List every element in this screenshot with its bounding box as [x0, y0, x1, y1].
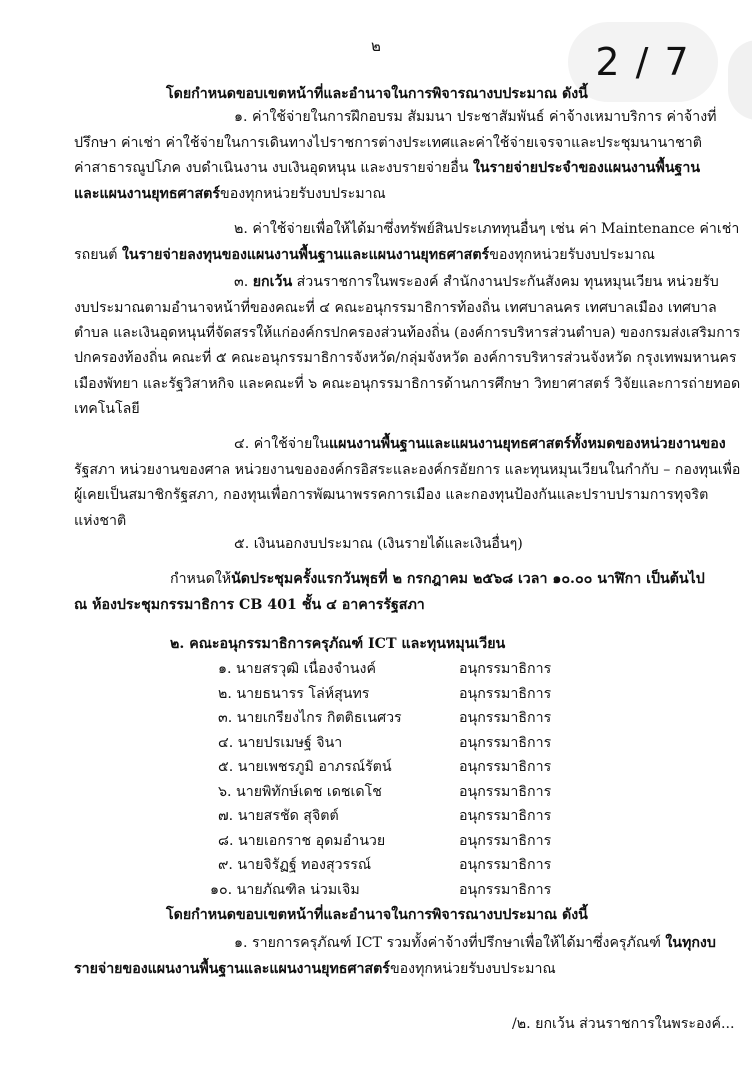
page-counter: 2 / 7 [568, 22, 718, 102]
scope2-heading: โดยกำหนดขอบเขตหน้าที่และอำนาจในการพิจารณางบประมาณ ดังนี้ [166, 907, 588, 923]
scope-item-2-line-2: รถยนต์ ในรายจ่ายลงทุนของแผนงานพื้นฐานและแผนงานยุทธศาสตร์ของทุกหน่วยรับงบประมาณ [74, 247, 655, 263]
member-name: ๒. นายธนารร โล่ห์สุนทร [218, 686, 370, 702]
member-name: ๗. นายสรชัด สุจิตต์ [218, 808, 339, 824]
scope2-item-1-line-1: ๑. รายการครุภัณฑ์ ICT รวมทั้งค่าจ้างที่ปรึกษาเพื่อให้ได้มาซึ่งครุภัณฑ์ ในทุกงบ [234, 935, 716, 951]
committee-title: ๒. คณะอนุกรรมาธิการครุภัณฑ์ ICT และทุนหมุนเวียน [170, 636, 506, 652]
member-name: ๖. นายพิทักษ์เดช เดชเดโช [218, 784, 382, 800]
member-name: ๔. นายปรเมษฐ์ จินา [218, 735, 343, 751]
scope-item-3-line-5: เมืองพัทยา และรัฐวิสาหกิจ และคณะที่ ๖ คณะอนุกรรมาธิการด้านการศึกษา วิทยาศาสตร์ วิจัยและการถ่ายทอด [74, 376, 741, 392]
member-role: อนุกรรมาธิการ [459, 857, 552, 873]
member-role: อนุกรรมาธิการ [459, 808, 552, 824]
scope-item-4-line-3: ผู้เคยเป็นสมาชิกรัฐสภา, กองทุนเพื่อการพัฒนาพรรคการเมือง และกองทุนป้องกันและปราบปรามการทุจริต [74, 487, 709, 503]
member-name: ๓. นายเกรียงไกร กิตติธเนศวร [218, 710, 402, 726]
scope-item-4-line-1: ๔. ค่าใช้จ่ายในแผนงานพื้นฐานและแผนงานยุทธศาสตร์ทั้งหมดของหน่วยงานของ [234, 436, 726, 452]
scope-item-4-line-4: แห่งชาติ [74, 513, 127, 529]
member-role: อนุกรรมาธิการ [459, 735, 552, 751]
meeting-line-2: ณ ห้องประชุมกรรมาธิการ CB 401 ชั้น ๔ อาคารรัฐสภา [74, 597, 425, 613]
continuation-note: /๒. ยกเว้น ส่วนราชการในพระองค์... [512, 1016, 735, 1032]
member-role: อนุกรรมาธิการ [459, 710, 552, 726]
member-role: อนุกรรมาธิการ [459, 686, 552, 702]
member-role: อนุกรรมาธิการ [459, 882, 552, 898]
member-role: อนุกรรมาธิการ [459, 784, 552, 800]
scope-item-1-line-3: ค่าสาธารณูปโภค งบดำเนินงาน งบเงินอุดหนุน และงบรายจ่ายอื่น ในรายจ่ายประจำของแผนงานพื้นฐาน [74, 160, 701, 176]
scope-item-4-line-2: รัฐสภา หน่วยงานของศาล หน่วยงานขององค์กรอิสระและองค์กรอัยการ และทุนหมุนเวียนในกำกับ – กองทุนเพื่อ [74, 462, 741, 478]
scope-heading: โดยกำหนดขอบเขตหน้าที่และอำนาจในการพิจารณางบประมาณ ดังนี้ [166, 86, 588, 102]
scope-item-3-line-6: เทคโนโลยี [74, 401, 140, 417]
meeting-line-1: กำหนดให้นัดประชุมครั้งแรกวันพุธที่ ๒ กรกฎาคม ๒๕๖๘ เวลา ๑๐.๐๐ นาฬิกา เป็นต้นไป [170, 571, 705, 587]
member-name: ๑๐. นายภัณฑิล น่วมเจิม [210, 882, 360, 898]
member-name: ๑. นายสรวุฒิ เนื่องจำนงค์ [218, 661, 376, 677]
scope-item-1-line-4: และแผนงานยุทธศาสตร์ของทุกหน่วยรับงบประมาณ [74, 186, 386, 202]
member-role: อนุกรรมาธิการ [459, 661, 552, 677]
scope-item-5: ๕. เงินนอกงบประมาณ (เงินรายได้และเงินอื่นๆ) [234, 536, 523, 552]
scope-item-1-line-2: ปรึกษา ค่าเช่า ค่าใช้จ่ายในการเดินทางไปราชการต่างประเทศและค่าใช้จ่ายเจรจาและประชุมนานาชาติ [74, 135, 702, 151]
page-number: ๒ [371, 37, 381, 55]
member-name: ๙. นายจิรัฏฐ์ ทองสุวรรณ์ [218, 857, 372, 873]
member-name: ๕. นายเพชรภูมิ อาภรณ์รัตน์ [218, 759, 392, 775]
scope2-item-1-line-2: รายจ่ายของแผนงานพื้นฐานและแผนงานยุทธศาสตร์ของทุกหน่วยรับงบประมาณ [74, 961, 556, 977]
scope-item-3-line-4: ปกครองท้องถิ่น คณะที่ ๕ คณะอนุกรรมาธิการจังหวัด/กลุ่มจังหวัด องค์การบริหารส่วนจังหวัด กรุงเทพมหานคร [74, 350, 737, 366]
member-role: อนุกรรมาธิการ [459, 833, 552, 849]
scope-item-1-line-1: ๑. ค่าใช้จ่ายในการฝึกอบรม สัมมนา ประชาสัมพันธ์ ค่าจ้างเหมาบริการ ค่าจ้างที่ [234, 109, 717, 125]
member-role: อนุกรรมาธิการ [459, 759, 552, 775]
scope-item-3-line-3: ตำบล และเงินอุดหนุนที่จัดสรรให้แก่องค์กรปกครองส่วนท้องถิ่น (องค์การบริหารส่วนตำบล) ของกรมส่งเสริมการ [74, 325, 741, 341]
scope-item-3-line-2: งบประมาณตามอำนาจหน้าที่ของคณะที่ ๔ คณะอนุกรรมาธิการท้องถิ่น เทศบาลนคร เทศบาลเมือง เทศบาล [74, 300, 717, 316]
member-name: ๘. นายเอกราช อุดมอำนวย [218, 833, 386, 849]
scope-item-2-line-1: ๒. ค่าใช้จ่ายเพื่อให้ได้มาซึ่งทรัพย์สินประเภททุนอื่นๆ เช่น ค่า Maintenance ค่าเช่า [234, 221, 740, 237]
scope-item-3-line-1: ๓. ยกเว้น ส่วนราชการในพระองค์ สำนักงานประกันสังคม ทุนหมุนเวียน หน่วยรับ [234, 274, 719, 290]
